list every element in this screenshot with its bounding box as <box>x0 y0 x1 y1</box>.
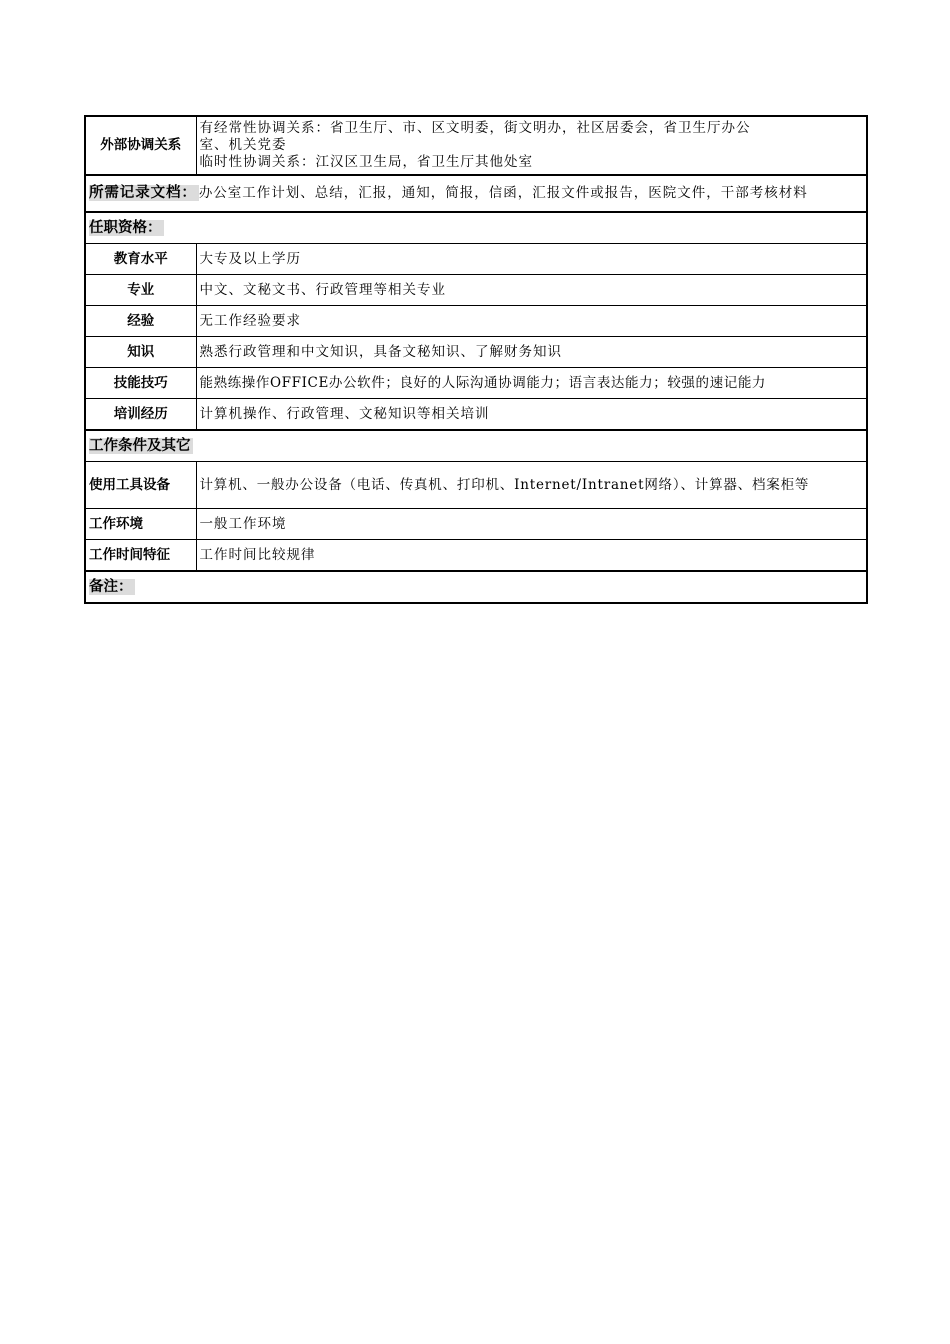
hours-label: 工作时间特征 <box>85 540 196 572</box>
qualifications-heading-cell <box>85 212 867 244</box>
experience-value: 无工作经验要求 <box>196 306 867 337</box>
tools-value: 计算机、一般办公设备（电话、传真机、打印机、Internet/Intranet网络）、计算器、档案柜等 <box>196 462 867 509</box>
external-coordination-row <box>85 116 867 175</box>
training-label: 培训经历 <box>85 399 196 431</box>
regular-coordination-line-1: 有经常性协调关系：省卫生厅、市、区文明委，街文明办，社区居委会，省卫生厅办公 <box>199 120 751 136</box>
qualification-row-knowledge <box>85 337 867 368</box>
major-label: 专业 <box>85 275 196 306</box>
knowledge-value: 熟悉行政管理和中文知识，具备文秘知识、了解财务知识 <box>196 337 867 368</box>
regular-coordination-line-2: 室、机关党委 <box>199 137 287 153</box>
conditions-heading-row <box>85 430 867 462</box>
qualification-row-training <box>85 399 867 431</box>
external-coordination-value <box>196 116 867 175</box>
qualifications-heading-row <box>85 212 867 244</box>
qualification-row-major <box>85 275 867 306</box>
qualification-row-education <box>85 244 867 275</box>
education-label: 教育水平 <box>85 244 196 275</box>
experience-label: 经验 <box>85 306 196 337</box>
environment-value: 一般工作环境 <box>196 509 867 540</box>
qualification-row-experience <box>85 306 867 337</box>
environment-label: 工作环境 <box>85 509 196 540</box>
conditions-heading-cell <box>85 430 867 462</box>
temporary-coordination-line: 临时性协调关系：江汉区卫生局，省卫生厅其他处室 <box>199 154 533 170</box>
required-records-value: 办公室工作计划、总结，汇报，通知，简报，信函，汇报文件或报告，医院文件，干部考核材料 <box>198 185 808 201</box>
condition-row-environment <box>85 509 867 540</box>
skills-label: 技能技巧 <box>85 368 196 399</box>
education-value: 大专及以上学历 <box>196 244 867 275</box>
required-records-row <box>85 175 867 212</box>
knowledge-label: 知识 <box>85 337 196 368</box>
external-coordination-label: 外部协调关系 <box>85 116 196 175</box>
condition-row-tools <box>85 462 867 509</box>
job-description-table <box>84 115 868 604</box>
conditions-heading: 工作条件及其它 <box>89 437 191 454</box>
tools-label: 使用工具设备 <box>85 462 196 509</box>
qualifications-heading: 任职资格： <box>89 219 162 236</box>
required-records-cell <box>85 175 867 212</box>
qualification-row-skills <box>85 368 867 399</box>
skills-value: 能熟练操作OFFICE办公软件；良好的人际沟通协调能力；语言表达能力；较强的速记能力 <box>196 368 867 399</box>
notes-label: 备注： <box>89 578 133 595</box>
notes-row <box>85 571 867 603</box>
training-value: 计算机操作、行政管理、文秘知识等相关培训 <box>196 399 867 431</box>
hours-value: 工作时间比较规律 <box>196 540 867 572</box>
major-value: 中文、文秘文书、行政管理等相关专业 <box>196 275 867 306</box>
condition-row-hours <box>85 540 867 572</box>
required-records-label: 所需记录文档： <box>89 185 197 201</box>
notes-cell <box>85 571 867 603</box>
